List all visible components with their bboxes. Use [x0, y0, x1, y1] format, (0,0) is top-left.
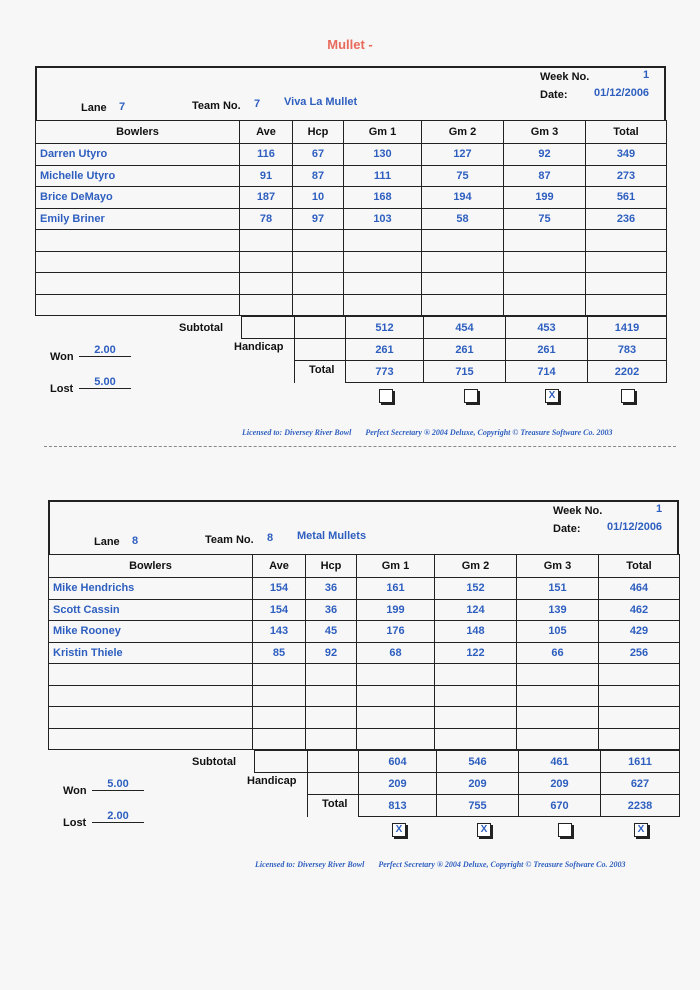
table-row	[36, 208, 667, 230]
bowler-gm3: 92	[504, 144, 586, 166]
bowler-ave: 154	[253, 599, 306, 621]
total-win-checkbox[interactable]	[621, 389, 635, 403]
bowler-gm2: 122	[435, 642, 517, 664]
gm3-win-checkbox[interactable]: X	[545, 389, 559, 403]
col-bowlers: Bowlers	[49, 555, 253, 578]
bowler-ave: 154	[253, 578, 306, 600]
empty-row	[36, 294, 667, 316]
summary-block	[48, 750, 679, 835]
col-gm1: Gm 1	[357, 555, 435, 578]
subtotal-gm2: 546	[437, 751, 519, 773]
lane-label: Lane	[81, 102, 107, 114]
bowler-total: 349	[586, 144, 667, 166]
bowler-gm2: 127	[422, 144, 504, 166]
team-score-sheet-2	[48, 500, 679, 835]
bowler-gm1: 168	[344, 187, 422, 209]
col-total: Total	[599, 555, 680, 578]
win-checkbox-row	[354, 823, 679, 839]
col-gm3: Gm 3	[504, 121, 586, 144]
sheet-header	[48, 500, 679, 554]
lost-label: Lost	[63, 817, 87, 829]
team-no-label: Team No.	[205, 534, 254, 546]
page-title: Mullet -	[327, 37, 373, 52]
bowler-ave: 143	[253, 621, 306, 643]
lane-value: 7	[119, 101, 126, 113]
col-ave: Ave	[240, 121, 293, 144]
team-no-label: Team No.	[192, 100, 241, 112]
table-row	[49, 642, 680, 664]
total-gm1: 773	[346, 361, 424, 383]
total-label: Total	[322, 798, 348, 810]
subtotal-row	[255, 751, 680, 773]
handicap-total: 783	[588, 339, 667, 361]
empty-row	[49, 707, 680, 729]
empty-row	[49, 664, 680, 686]
date-label: Date:	[553, 523, 581, 535]
col-hcp: Hcp	[306, 555, 357, 578]
gm3-win-checkbox[interactable]	[558, 823, 572, 837]
summary-table	[254, 750, 680, 817]
bowler-gm1: 176	[357, 621, 435, 643]
bowler-hcp: 36	[306, 599, 357, 621]
handicap-gm2: 261	[424, 339, 506, 361]
table-row	[36, 144, 667, 166]
bowler-gm1: 111	[344, 165, 422, 187]
subtotal-gm3: 453	[506, 317, 588, 339]
bowler-total: 273	[586, 165, 667, 187]
bowler-name: Scott Cassin	[49, 599, 253, 621]
total-gm3: 714	[506, 361, 588, 383]
bowler-gm2: 148	[435, 621, 517, 643]
week-no-value: 1	[643, 69, 650, 81]
table-row	[49, 621, 680, 643]
bowler-gm1: 130	[344, 144, 422, 166]
lane-value: 8	[132, 535, 139, 547]
bowler-ave: 91	[240, 165, 293, 187]
bowler-total: 462	[599, 599, 680, 621]
col-total: Total	[586, 121, 667, 144]
bowler-name: Emily Briner	[36, 208, 240, 230]
date-value: 01/12/2006	[594, 87, 650, 99]
bowler-hcp: 92	[306, 642, 357, 664]
gm2-win-checkbox[interactable]	[464, 389, 478, 403]
subtotal-gm2: 454	[424, 317, 506, 339]
bowler-gm3: 66	[517, 642, 599, 664]
bowler-hcp: 97	[293, 208, 344, 230]
bowler-name: Brice DeMayo	[36, 187, 240, 209]
bowler-gm3: 151	[517, 578, 599, 600]
handicap-total: 627	[601, 773, 680, 795]
bowler-gm2: 75	[422, 165, 504, 187]
team-name: Viva La Mullet	[284, 96, 358, 108]
bowler-hcp: 45	[306, 621, 357, 643]
won-label: Won	[50, 351, 74, 363]
subtotal-gm1: 604	[359, 751, 437, 773]
total-gm3: 670	[519, 795, 601, 817]
total-gm2: 715	[424, 361, 506, 383]
lost-value: 5.00	[79, 376, 131, 389]
table-header-row	[49, 555, 680, 578]
footer-1	[242, 428, 613, 437]
bowler-total: 464	[599, 578, 680, 600]
bowler-ave: 116	[240, 144, 293, 166]
subtotal-gm3: 461	[519, 751, 601, 773]
bowler-total: 236	[586, 208, 667, 230]
bowlers-table	[35, 120, 667, 316]
empty-row	[49, 685, 680, 707]
col-gm1: Gm 1	[344, 121, 422, 144]
team-score-sheet-1	[35, 66, 666, 401]
handicap-gm1: 261	[346, 339, 424, 361]
bowler-hcp: 10	[293, 187, 344, 209]
bowler-name: Michelle Utyro	[36, 165, 240, 187]
empty-row	[36, 273, 667, 295]
bowler-ave: 85	[253, 642, 306, 664]
handicap-row	[255, 773, 680, 795]
license-text: Licensed to: Diversey River Bowl	[255, 860, 365, 869]
bowlers-table	[48, 554, 680, 750]
col-ave: Ave	[253, 555, 306, 578]
bowler-gm2: 124	[435, 599, 517, 621]
handicap-gm3: 209	[519, 773, 601, 795]
license-text: Licensed to: Diversey River Bowl	[242, 428, 352, 437]
total-row	[242, 361, 667, 383]
bowler-hcp: 67	[293, 144, 344, 166]
bowler-gm3: 87	[504, 165, 586, 187]
table-header-row	[36, 121, 667, 144]
table-row	[49, 599, 680, 621]
gm1-win-checkbox[interactable]: X	[392, 823, 406, 837]
subtotal-label: Subtotal	[179, 322, 223, 334]
col-gm2: Gm 2	[422, 121, 504, 144]
bowler-name: Mike Hendrichs	[49, 578, 253, 600]
bowler-gm3: 199	[504, 187, 586, 209]
bowler-gm2: 58	[422, 208, 504, 230]
bowler-total: 256	[599, 642, 680, 664]
footer-2	[255, 860, 626, 869]
total-gm1: 813	[359, 795, 437, 817]
summary-block	[35, 316, 666, 401]
team-no-value: 7	[254, 98, 261, 110]
col-hcp: Hcp	[293, 121, 344, 144]
team-name: Metal Mullets	[297, 530, 367, 542]
subtotal-label: Subtotal	[192, 756, 236, 768]
handicap-gm1: 209	[359, 773, 437, 795]
bowler-name: Darren Utyro	[36, 144, 240, 166]
date-value: 01/12/2006	[607, 521, 663, 533]
lost-label: Lost	[50, 383, 74, 395]
total-gm2: 755	[437, 795, 519, 817]
sheet-header	[35, 66, 666, 120]
bowler-total: 429	[599, 621, 680, 643]
bowler-total: 561	[586, 187, 667, 209]
win-checkbox-row	[341, 389, 666, 405]
lane-label: Lane	[94, 536, 120, 548]
handicap-gm2: 209	[437, 773, 519, 795]
team-no-value: 8	[267, 532, 274, 544]
copyright-text: Perfect Secretary ® 2004 Deluxe, Copyright © Treasure Software Co. 2003	[365, 428, 613, 437]
col-bowlers: Bowlers	[36, 121, 240, 144]
won-value: 5.00	[92, 778, 144, 791]
bowler-hcp: 36	[306, 578, 357, 600]
gm2-win-checkbox[interactable]: X	[477, 823, 491, 837]
empty-row	[49, 728, 680, 750]
week-no-label: Week No.	[540, 71, 590, 83]
bowler-gm1: 103	[344, 208, 422, 230]
subtotal-gm1: 512	[346, 317, 424, 339]
handicap-label: Handicap	[234, 341, 284, 353]
total-total: 2238	[601, 795, 680, 817]
bowler-gm1: 161	[357, 578, 435, 600]
total-win-checkbox[interactable]: X	[634, 823, 648, 837]
bowler-name: Kristin Thiele	[49, 642, 253, 664]
handicap-row	[242, 339, 667, 361]
week-no-value: 1	[656, 503, 663, 515]
table-row	[36, 187, 667, 209]
bowler-gm3: 105	[517, 621, 599, 643]
bowler-gm2: 194	[422, 187, 504, 209]
bowler-gm3: 139	[517, 599, 599, 621]
subtotal-row	[242, 317, 667, 339]
bowler-gm3: 75	[504, 208, 586, 230]
col-gm2: Gm 2	[435, 555, 517, 578]
empty-row	[36, 230, 667, 252]
total-label: Total	[309, 364, 335, 376]
handicap-gm3: 261	[506, 339, 588, 361]
bowler-gm1: 68	[357, 642, 435, 664]
total-row	[255, 795, 680, 817]
bowler-gm1: 199	[357, 599, 435, 621]
cut-line	[44, 446, 676, 447]
bowler-hcp: 87	[293, 165, 344, 187]
subtotal-total: 1419	[588, 317, 667, 339]
empty-row	[36, 251, 667, 273]
total-total: 2202	[588, 361, 667, 383]
week-no-label: Week No.	[553, 505, 603, 517]
table-row	[36, 165, 667, 187]
date-label: Date:	[540, 89, 568, 101]
won-label: Won	[63, 785, 87, 797]
bowler-name: Mike Rooney	[49, 621, 253, 643]
copyright-text: Perfect Secretary ® 2004 Deluxe, Copyright © Treasure Software Co. 2003	[378, 860, 626, 869]
col-gm3: Gm 3	[517, 555, 599, 578]
bowler-gm2: 152	[435, 578, 517, 600]
bowler-ave: 187	[240, 187, 293, 209]
summary-table	[241, 316, 667, 383]
lost-value: 2.00	[92, 810, 144, 823]
won-value: 2.00	[79, 344, 131, 357]
table-row	[49, 578, 680, 600]
bowler-ave: 78	[240, 208, 293, 230]
subtotal-total: 1611	[601, 751, 680, 773]
handicap-label: Handicap	[247, 775, 297, 787]
gm1-win-checkbox[interactable]	[379, 389, 393, 403]
